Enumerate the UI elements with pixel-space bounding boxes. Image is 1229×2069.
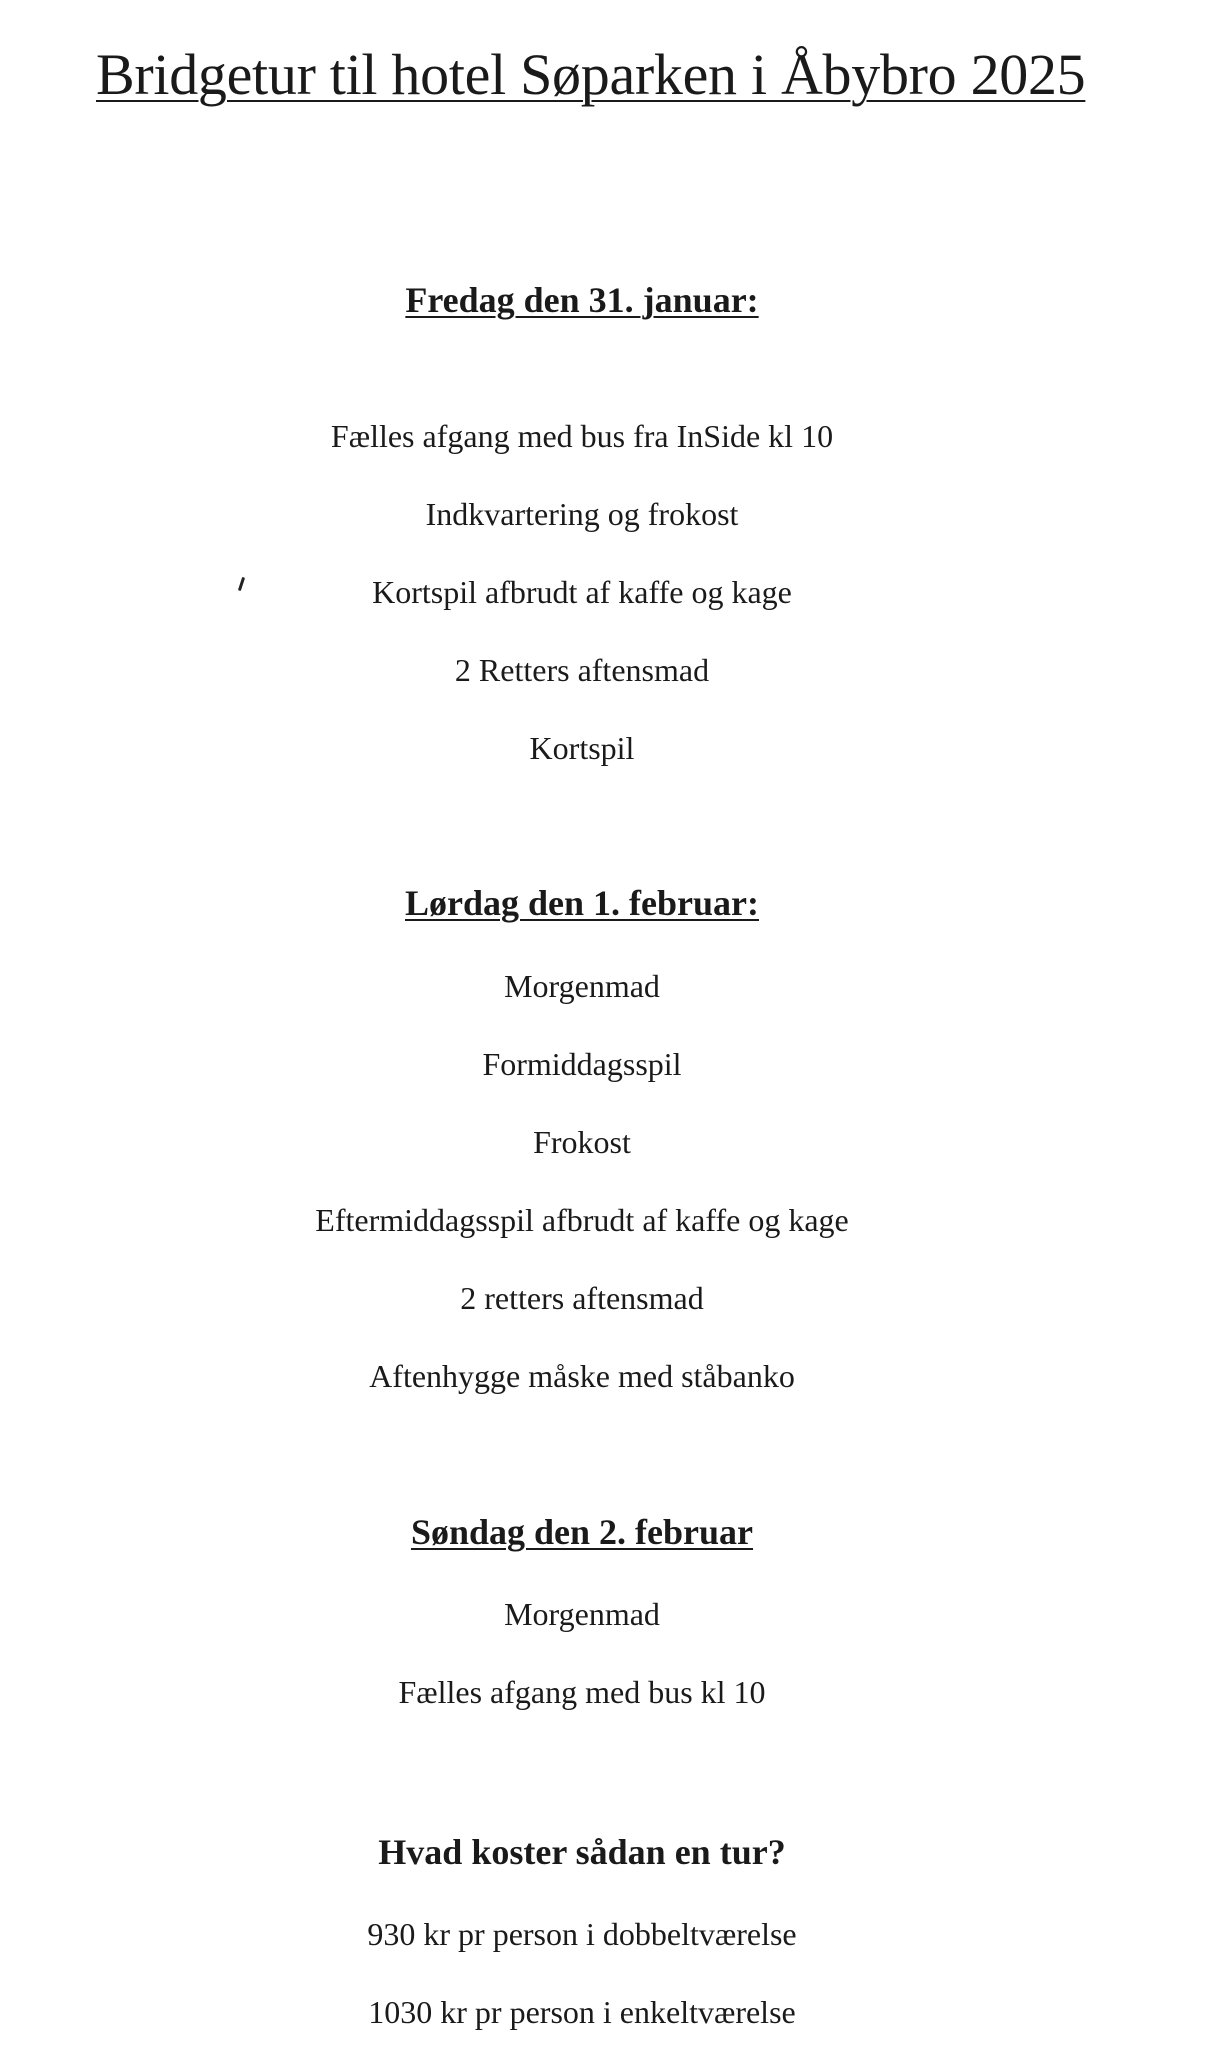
day-heading-friday: Fredag den 31. januar:: [405, 280, 759, 320]
document-title: Bridgetur til hotel Søparken i Åbybro 2025: [96, 42, 1086, 107]
friday-item: Kortspil afbrudt af kaffe og kage: [372, 574, 792, 610]
price-item: 930 kr pr person i dobbeltværelse: [367, 1916, 797, 1952]
friday-item: Fælles afgang med bus fra InSide kl 10: [330, 418, 834, 454]
saturday-item: Formiddagsspil: [482, 1046, 682, 1082]
sunday-item: Fælles afgang med bus kl 10: [398, 1674, 766, 1710]
friday-item: 2 Retters aftensmad: [454, 652, 710, 688]
saturday-item: Frokost: [533, 1124, 631, 1160]
saturday-item: Eftermiddagsspil afbrudt af kaffe og kage: [315, 1202, 849, 1238]
saturday-item: Aftenhygge måske med ståbanko: [369, 1358, 795, 1394]
price-item: 1030 kr pr person i enkeltværelse: [368, 1994, 796, 2030]
saturday-item: 2 retters aftensmad: [460, 1280, 704, 1316]
price-heading: Hvad koster sådan en tur?: [378, 1832, 786, 1872]
friday-item: Indkvartering og frokost: [425, 496, 739, 532]
day-heading-saturday: Lørdag den 1. februar:: [405, 883, 759, 923]
friday-item: Kortspil: [529, 730, 635, 766]
day-heading-sunday: Søndag den 2. februar: [410, 1512, 754, 1552]
sunday-item: Morgenmad: [504, 1596, 660, 1632]
saturday-item: Morgenmad: [504, 968, 660, 1004]
